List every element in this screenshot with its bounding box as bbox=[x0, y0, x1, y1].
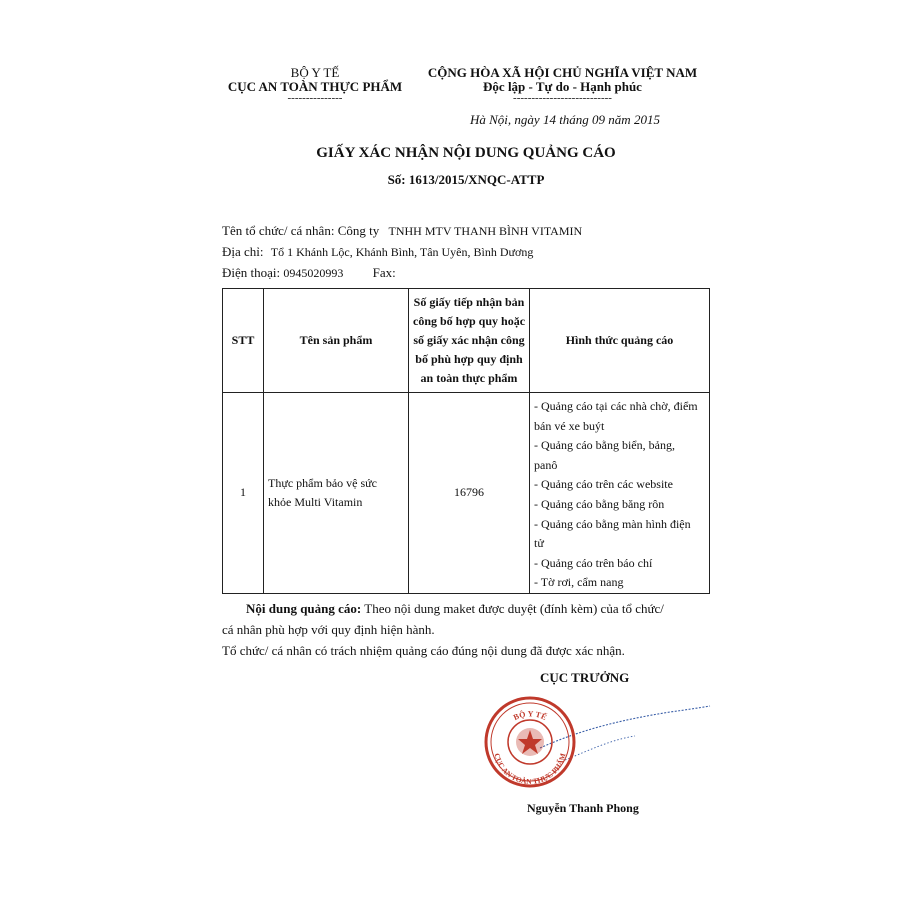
header-right-divider: --------------------------- bbox=[513, 92, 612, 104]
svg-text:CỤC AN TOÀN THỰC PHẨM bbox=[492, 752, 567, 786]
ad-form-item: - Tờ rơi, cẩm nang bbox=[534, 575, 624, 590]
header-right bbox=[405, 66, 720, 102]
ad-form-item: - Quảng cáo tại các nhà chờ, điểm bbox=[534, 399, 698, 413]
organization-name-value: TNHH MTV THANH BÌNH VITAMIN bbox=[388, 224, 583, 238]
agency-name: CỤC AN TOÀN THỰC PHẨM bbox=[227, 79, 403, 94]
content-label: Nội dung quảng cáo: bbox=[246, 601, 362, 616]
content-line-2: cá nhân phù hợp với quy định hiện hành. bbox=[222, 622, 435, 637]
ad-form-item: - Quảng cáo trên báo chí bbox=[534, 555, 653, 570]
row-product-line: khỏe Multi Vitamin bbox=[268, 494, 363, 509]
ad-form-list bbox=[534, 397, 705, 593]
header-stt: STT bbox=[223, 289, 264, 393]
organization-address-line bbox=[222, 243, 722, 261]
header-ad-form: Hình thức quảng cáo bbox=[530, 289, 710, 393]
header-product-name: Tên sản phẩm bbox=[264, 289, 409, 393]
content-line-1-text: Theo nội dung maket được duyệt (đính kèm) của tổ chức/ bbox=[364, 601, 664, 616]
content-line-1 bbox=[222, 598, 722, 619]
signature-stroke bbox=[565, 736, 635, 760]
content-line-3: Tổ chức/ cá nhân có trách nhiệm quảng cáo đúng nội dung đã được xác nhận. bbox=[222, 643, 625, 658]
ad-form-item: tử bbox=[534, 536, 544, 551]
header-left-divider: --------------- bbox=[287, 92, 343, 104]
issue-date: Hà Nội, ngày 14 tháng 09 năm 2015 bbox=[470, 112, 660, 127]
ad-form-item: bán vé xe buýt bbox=[534, 418, 605, 433]
ad-form-item: - Quảng cáo trên các website bbox=[534, 477, 673, 492]
header-left bbox=[215, 66, 415, 102]
row-ad-forms bbox=[530, 393, 710, 594]
signer-name: Nguyễn Thanh Phong bbox=[527, 801, 639, 815]
ad-form-item: - Quảng cáo bằng băng rôn bbox=[534, 496, 665, 511]
signer-role: CỤC TRƯỞNG bbox=[540, 670, 630, 685]
seal-icon bbox=[486, 698, 574, 786]
seal-ring-text: CỤC AN TOÀN THỰC PHẨM bbox=[492, 752, 568, 787]
country-motto: Độc lập - Tự do - Hạnh phúc bbox=[483, 79, 642, 94]
organization-address-label: Địa chỉ: bbox=[222, 244, 264, 259]
organization-name-label: Tên tổ chức/ cá nhân: Công ty bbox=[222, 223, 380, 238]
row-stt: 1 bbox=[223, 393, 264, 594]
header-cert-line: bố phù hợp quy định bbox=[415, 352, 523, 366]
organization-name-line bbox=[222, 222, 722, 240]
document-title: GIẤY XÁC NHẬN NỘI DUNG QUẢNG CÁO bbox=[316, 145, 616, 161]
country-name: CỘNG HÒA XÃ HỘI CHỦ NGHĨA VIỆT NAM bbox=[427, 65, 698, 80]
header-cert-number bbox=[409, 289, 530, 393]
seal-and-signature bbox=[470, 690, 730, 810]
table-header-row bbox=[223, 289, 710, 393]
seal-top-text: BỘ Y TẾ bbox=[511, 709, 549, 723]
document-number: Số: 1613/2015/XNQC-ATTP bbox=[387, 172, 545, 187]
header-cert-line: Số giấy tiếp nhận bản bbox=[413, 295, 525, 309]
ad-form-item: - Quảng cáo bằng màn hình điện bbox=[534, 516, 691, 531]
header-cert-line: công bố hợp quy hoặc bbox=[413, 314, 526, 328]
organization-phone-value: 0945020993 bbox=[283, 266, 344, 280]
organization-phone-line bbox=[222, 264, 722, 282]
product-table bbox=[222, 288, 710, 594]
header-cert-line: số giấy xác nhận công bbox=[413, 333, 525, 347]
row-product-name bbox=[264, 393, 409, 594]
table-row bbox=[223, 393, 710, 594]
organization-address-value: Tổ 1 Khánh Lộc, Khánh Bình, Tân Uyên, Bình Dương bbox=[270, 245, 534, 259]
row-product-line: Thực phẩm bảo vệ sức bbox=[268, 475, 377, 490]
ministry-name: BỘ Y TẾ bbox=[290, 65, 340, 80]
ad-form-item: - Quảng cáo bằng biển, bảng, bbox=[534, 438, 675, 453]
ad-form-item: panô bbox=[534, 457, 558, 472]
row-cert-number: 16796 bbox=[409, 393, 530, 594]
content-paragraph bbox=[222, 598, 722, 661]
organization-phone-label: Điện thoại: bbox=[222, 265, 281, 280]
organization-fax-label: Fax: bbox=[372, 265, 396, 280]
header-cert-line: an toàn thực phẩm bbox=[420, 371, 518, 385]
